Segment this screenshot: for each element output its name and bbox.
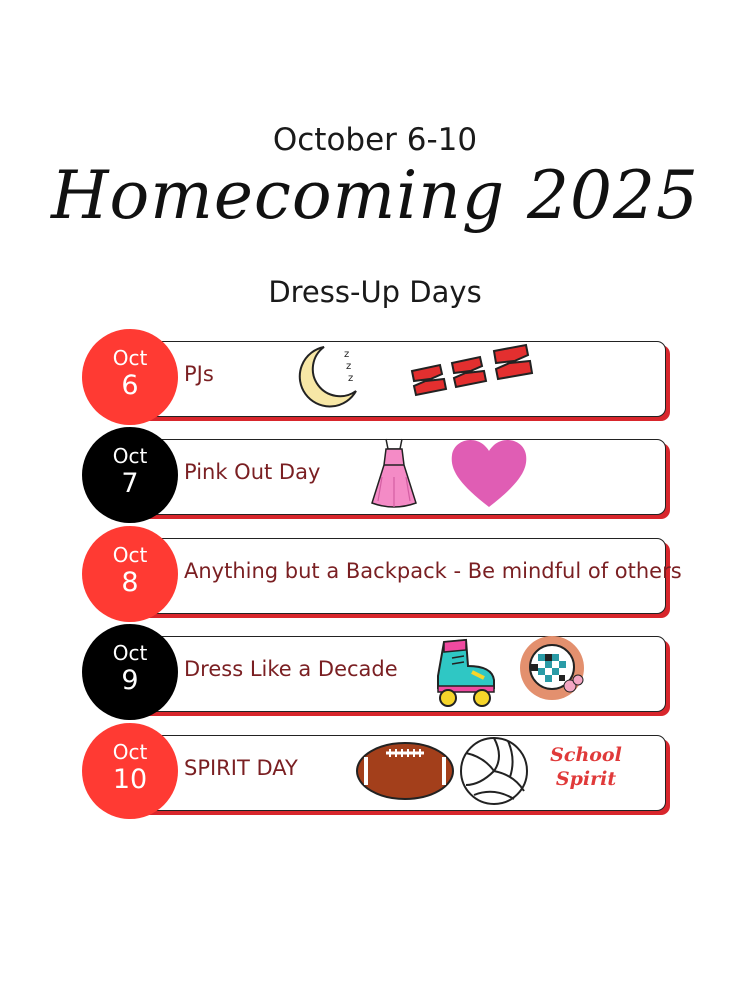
disco-ball-icon xyxy=(518,634,586,702)
date-badge xyxy=(82,624,178,720)
page-title-text: Homecoming 2025 xyxy=(50,157,700,234)
date-month: Oct xyxy=(112,740,148,764)
date-month: Oct xyxy=(112,346,148,370)
day-label: PJs xyxy=(184,362,214,386)
day-label: SPIRIT DAY xyxy=(184,756,298,780)
page-title xyxy=(0,140,750,280)
day-row-oct-9 xyxy=(82,632,672,722)
date-range: October 6-10 xyxy=(272,122,478,158)
pink-dress-icon xyxy=(368,437,420,511)
day-row-oct-6 xyxy=(82,337,672,427)
football-icon xyxy=(354,739,456,803)
roller-skate-icon xyxy=(432,636,500,708)
day-label: Anything but a Backpack - Be mindful of others xyxy=(184,559,682,583)
date-day: 10 xyxy=(112,764,148,795)
date-day: 9 xyxy=(121,665,139,696)
crescent-moon-sleep-icon xyxy=(294,339,366,411)
date-badge xyxy=(82,329,178,425)
date-badge xyxy=(82,526,178,622)
school-spirit-logo xyxy=(544,735,628,801)
day-row-oct-7 xyxy=(82,435,672,525)
svg-text:SchoolSpirit: School Spirit xyxy=(550,744,622,790)
svg-text:z: z xyxy=(344,349,350,360)
date-day: 6 xyxy=(121,370,139,401)
volleyball-icon xyxy=(458,735,530,807)
day-row-oct-8 xyxy=(82,534,682,624)
subtitle: Dress-Up Days xyxy=(268,275,482,309)
date-month: Oct xyxy=(112,641,148,665)
date-day: 7 xyxy=(121,468,139,499)
svg-text:z: z xyxy=(346,361,352,372)
date-badge xyxy=(82,427,178,523)
date-month: Oct xyxy=(112,543,148,567)
pink-heart-icon xyxy=(448,435,530,511)
day-label: Dress Like a Decade xyxy=(184,657,398,681)
svg-text:z: z xyxy=(348,373,354,384)
day-label: Pink Out Day xyxy=(184,460,321,484)
date-badge xyxy=(82,723,178,819)
date-month: Oct xyxy=(112,444,148,468)
day-row-oct-10 xyxy=(82,731,672,821)
zzz-letters-icon xyxy=(408,341,536,405)
date-day: 8 xyxy=(121,567,139,598)
